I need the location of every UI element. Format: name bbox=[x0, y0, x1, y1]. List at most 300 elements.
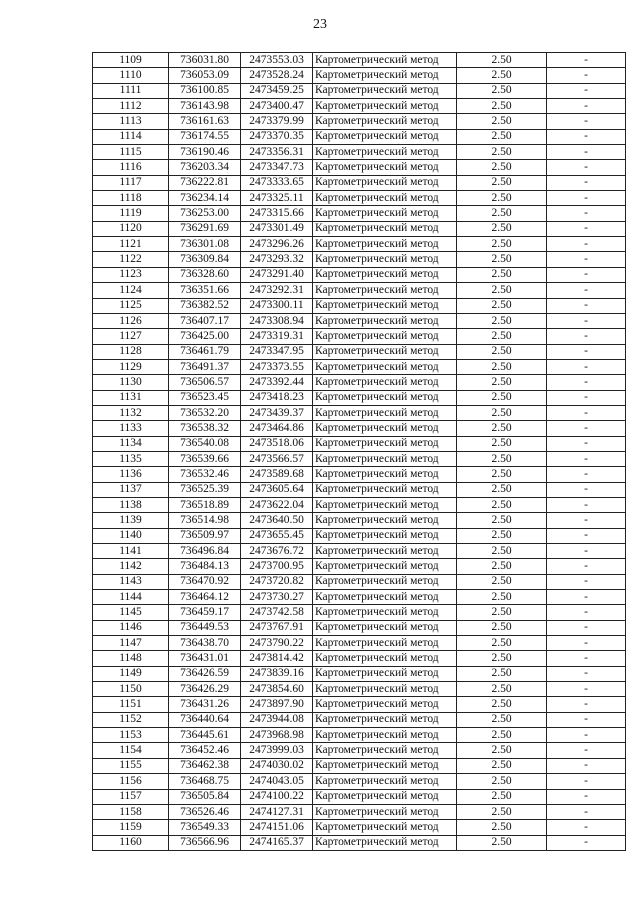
point-number-cell: 1119 bbox=[93, 206, 169, 221]
point-number-cell: 1129 bbox=[93, 359, 169, 374]
method-cell: Картометрический метод bbox=[313, 451, 457, 466]
y-coordinate-cell: 2473400.47 bbox=[241, 99, 313, 114]
description-cell: - bbox=[547, 436, 626, 451]
x-coordinate-cell: 736523.45 bbox=[169, 390, 241, 405]
x-coordinate-cell: 736222.81 bbox=[169, 175, 241, 190]
method-cell: Картометрический метод bbox=[313, 237, 457, 252]
precision-cell: 2.50 bbox=[457, 283, 547, 298]
y-coordinate-cell: 2473333.65 bbox=[241, 175, 313, 190]
table-row bbox=[93, 114, 626, 129]
y-coordinate-cell: 2473944.08 bbox=[241, 712, 313, 727]
y-coordinate-cell: 2473700.95 bbox=[241, 559, 313, 574]
table-row bbox=[93, 728, 626, 743]
x-coordinate-cell: 736234.14 bbox=[169, 191, 241, 206]
y-coordinate-cell: 2474165.37 bbox=[241, 835, 313, 850]
precision-cell: 2.50 bbox=[457, 682, 547, 697]
point-number-cell: 1135 bbox=[93, 451, 169, 466]
x-coordinate-cell: 736031.80 bbox=[169, 53, 241, 68]
method-cell: Картометрический метод bbox=[313, 421, 457, 436]
description-cell: - bbox=[547, 451, 626, 466]
description-cell: - bbox=[547, 728, 626, 743]
x-coordinate-cell: 736484.13 bbox=[169, 559, 241, 574]
precision-cell: 2.50 bbox=[457, 651, 547, 666]
y-coordinate-cell: 2473301.49 bbox=[241, 221, 313, 236]
method-cell: Картометрический метод bbox=[313, 283, 457, 298]
x-coordinate-cell: 736426.59 bbox=[169, 666, 241, 681]
table-row bbox=[93, 313, 626, 328]
table-row bbox=[93, 237, 626, 252]
precision-cell: 2.50 bbox=[457, 313, 547, 328]
point-number-cell: 1121 bbox=[93, 237, 169, 252]
y-coordinate-cell: 2473655.45 bbox=[241, 528, 313, 543]
table-row bbox=[93, 221, 626, 236]
y-coordinate-cell: 2473622.04 bbox=[241, 497, 313, 512]
y-coordinate-cell: 2473999.03 bbox=[241, 743, 313, 758]
table-row bbox=[93, 375, 626, 390]
precision-cell: 2.50 bbox=[457, 835, 547, 850]
method-cell: Картометрический метод bbox=[313, 191, 457, 206]
method-cell: Картометрический метод bbox=[313, 175, 457, 190]
table-row bbox=[93, 129, 626, 144]
description-cell: - bbox=[547, 636, 626, 651]
x-coordinate-cell: 736382.52 bbox=[169, 298, 241, 313]
x-coordinate-cell: 736190.46 bbox=[169, 145, 241, 160]
method-cell: Картометрический метод bbox=[313, 83, 457, 98]
x-coordinate-cell: 736506.57 bbox=[169, 375, 241, 390]
point-number-cell: 1158 bbox=[93, 804, 169, 819]
y-coordinate-cell: 2473319.31 bbox=[241, 329, 313, 344]
method-cell: Картометрический метод bbox=[313, 513, 457, 528]
description-cell: - bbox=[547, 651, 626, 666]
precision-cell: 2.50 bbox=[457, 129, 547, 144]
x-coordinate-cell: 736518.89 bbox=[169, 497, 241, 512]
point-number-cell: 1130 bbox=[93, 375, 169, 390]
description-cell: - bbox=[547, 405, 626, 420]
point-number-cell: 1150 bbox=[93, 682, 169, 697]
table-row bbox=[93, 590, 626, 605]
x-coordinate-cell: 736459.17 bbox=[169, 605, 241, 620]
precision-cell: 2.50 bbox=[457, 497, 547, 512]
method-cell: Картометрический метод bbox=[313, 774, 457, 789]
x-coordinate-cell: 736509.97 bbox=[169, 528, 241, 543]
y-coordinate-cell: 2473418.23 bbox=[241, 390, 313, 405]
description-cell: - bbox=[547, 283, 626, 298]
x-coordinate-cell: 736253.00 bbox=[169, 206, 241, 221]
x-coordinate-cell: 736549.33 bbox=[169, 820, 241, 835]
method-cell: Картометрический метод bbox=[313, 252, 457, 267]
table-row bbox=[93, 605, 626, 620]
description-cell: - bbox=[547, 774, 626, 789]
precision-cell: 2.50 bbox=[457, 145, 547, 160]
description-cell: - bbox=[547, 421, 626, 436]
description-cell: - bbox=[547, 313, 626, 328]
point-number-cell: 1120 bbox=[93, 221, 169, 236]
coordinates-table-body bbox=[93, 53, 626, 851]
point-number-cell: 1110 bbox=[93, 68, 169, 83]
y-coordinate-cell: 2473790.22 bbox=[241, 636, 313, 651]
y-coordinate-cell: 2473528.24 bbox=[241, 68, 313, 83]
point-number-cell: 1149 bbox=[93, 666, 169, 681]
description-cell: - bbox=[547, 513, 626, 528]
precision-cell: 2.50 bbox=[457, 544, 547, 559]
y-coordinate-cell: 2473730.27 bbox=[241, 590, 313, 605]
point-number-cell: 1114 bbox=[93, 129, 169, 144]
table-row bbox=[93, 267, 626, 282]
method-cell: Картометрический метод bbox=[313, 405, 457, 420]
table-row bbox=[93, 421, 626, 436]
description-cell: - bbox=[547, 743, 626, 758]
precision-cell: 2.50 bbox=[457, 666, 547, 681]
table-row bbox=[93, 436, 626, 451]
method-cell: Картометрический метод bbox=[313, 697, 457, 712]
point-number-cell: 1147 bbox=[93, 636, 169, 651]
table-row bbox=[93, 83, 626, 98]
method-cell: Картометрический метод bbox=[313, 835, 457, 850]
description-cell: - bbox=[547, 114, 626, 129]
description-cell: - bbox=[547, 221, 626, 236]
description-cell: - bbox=[547, 390, 626, 405]
method-cell: Картометрический метод bbox=[313, 390, 457, 405]
y-coordinate-cell: 2473767.91 bbox=[241, 620, 313, 635]
table-row bbox=[93, 559, 626, 574]
table-row bbox=[93, 835, 626, 850]
point-number-cell: 1125 bbox=[93, 298, 169, 313]
description-cell: - bbox=[547, 175, 626, 190]
table-row bbox=[93, 666, 626, 681]
x-coordinate-cell: 736407.17 bbox=[169, 313, 241, 328]
y-coordinate-cell: 2474043.05 bbox=[241, 774, 313, 789]
point-number-cell: 1127 bbox=[93, 329, 169, 344]
precision-cell: 2.50 bbox=[457, 298, 547, 313]
y-coordinate-cell: 2473605.64 bbox=[241, 482, 313, 497]
x-coordinate-cell: 736431.26 bbox=[169, 697, 241, 712]
description-cell: - bbox=[547, 237, 626, 252]
x-coordinate-cell: 736464.12 bbox=[169, 590, 241, 605]
precision-cell: 2.50 bbox=[457, 252, 547, 267]
point-number-cell: 1118 bbox=[93, 191, 169, 206]
precision-cell: 2.50 bbox=[457, 114, 547, 129]
y-coordinate-cell: 2473392.44 bbox=[241, 375, 313, 390]
point-number-cell: 1155 bbox=[93, 758, 169, 773]
y-coordinate-cell: 2473742.58 bbox=[241, 605, 313, 620]
y-coordinate-cell: 2473291.40 bbox=[241, 267, 313, 282]
table-row bbox=[93, 697, 626, 712]
precision-cell: 2.50 bbox=[457, 574, 547, 589]
precision-cell: 2.50 bbox=[457, 789, 547, 804]
x-coordinate-cell: 736053.09 bbox=[169, 68, 241, 83]
y-coordinate-cell: 2473968.98 bbox=[241, 728, 313, 743]
y-coordinate-cell: 2473439.37 bbox=[241, 405, 313, 420]
method-cell: Картометрический метод bbox=[313, 789, 457, 804]
description-cell: - bbox=[547, 697, 626, 712]
point-number-cell: 1126 bbox=[93, 313, 169, 328]
y-coordinate-cell: 2473814.42 bbox=[241, 651, 313, 666]
method-cell: Картометрический метод bbox=[313, 559, 457, 574]
x-coordinate-cell: 736540.08 bbox=[169, 436, 241, 451]
y-coordinate-cell: 2474100.22 bbox=[241, 789, 313, 804]
point-number-cell: 1148 bbox=[93, 651, 169, 666]
point-number-cell: 1159 bbox=[93, 820, 169, 835]
x-coordinate-cell: 736496.84 bbox=[169, 544, 241, 559]
precision-cell: 2.50 bbox=[457, 620, 547, 635]
table-row bbox=[93, 712, 626, 727]
y-coordinate-cell: 2473296.26 bbox=[241, 237, 313, 252]
x-coordinate-cell: 736309.84 bbox=[169, 252, 241, 267]
method-cell: Картометрический метод bbox=[313, 344, 457, 359]
point-number-cell: 1111 bbox=[93, 83, 169, 98]
x-coordinate-cell: 736462.38 bbox=[169, 758, 241, 773]
description-cell: - bbox=[547, 83, 626, 98]
method-cell: Картометрический метод bbox=[313, 758, 457, 773]
method-cell: Картометрический метод bbox=[313, 467, 457, 482]
point-number-cell: 1152 bbox=[93, 712, 169, 727]
y-coordinate-cell: 2473897.90 bbox=[241, 697, 313, 712]
description-cell: - bbox=[547, 712, 626, 727]
x-coordinate-cell: 736440.64 bbox=[169, 712, 241, 727]
method-cell: Картометрический метод bbox=[313, 728, 457, 743]
precision-cell: 2.50 bbox=[457, 467, 547, 482]
description-cell: - bbox=[547, 160, 626, 175]
table-row bbox=[93, 682, 626, 697]
y-coordinate-cell: 2473308.94 bbox=[241, 313, 313, 328]
precision-cell: 2.50 bbox=[457, 743, 547, 758]
method-cell: Картометрический метод bbox=[313, 221, 457, 236]
y-coordinate-cell: 2473292.31 bbox=[241, 283, 313, 298]
precision-cell: 2.50 bbox=[457, 436, 547, 451]
point-number-cell: 1137 bbox=[93, 482, 169, 497]
table-row bbox=[93, 789, 626, 804]
x-coordinate-cell: 736532.46 bbox=[169, 467, 241, 482]
y-coordinate-cell: 2473589.68 bbox=[241, 467, 313, 482]
point-number-cell: 1134 bbox=[93, 436, 169, 451]
table-row bbox=[93, 651, 626, 666]
description-cell: - bbox=[547, 267, 626, 282]
precision-cell: 2.50 bbox=[457, 590, 547, 605]
y-coordinate-cell: 2473347.95 bbox=[241, 344, 313, 359]
description-cell: - bbox=[547, 99, 626, 114]
table-row bbox=[93, 329, 626, 344]
table-row bbox=[93, 513, 626, 528]
table-row bbox=[93, 359, 626, 374]
table-row bbox=[93, 99, 626, 114]
table-row bbox=[93, 53, 626, 68]
x-coordinate-cell: 736468.75 bbox=[169, 774, 241, 789]
x-coordinate-cell: 736566.96 bbox=[169, 835, 241, 850]
x-coordinate-cell: 736449.53 bbox=[169, 620, 241, 635]
method-cell: Картометрический метод bbox=[313, 590, 457, 605]
description-cell: - bbox=[547, 559, 626, 574]
description-cell: - bbox=[547, 590, 626, 605]
precision-cell: 2.50 bbox=[457, 175, 547, 190]
method-cell: Картометрический метод bbox=[313, 375, 457, 390]
point-number-cell: 1141 bbox=[93, 544, 169, 559]
point-number-cell: 1128 bbox=[93, 344, 169, 359]
x-coordinate-cell: 736328.60 bbox=[169, 267, 241, 282]
description-cell: - bbox=[547, 482, 626, 497]
point-number-cell: 1140 bbox=[93, 528, 169, 543]
method-cell: Картометрический метод bbox=[313, 53, 457, 68]
table-row bbox=[93, 344, 626, 359]
table-row bbox=[93, 451, 626, 466]
point-number-cell: 1123 bbox=[93, 267, 169, 282]
method-cell: Картометрический метод bbox=[313, 636, 457, 651]
precision-cell: 2.50 bbox=[457, 605, 547, 620]
table-row bbox=[93, 175, 626, 190]
precision-cell: 2.50 bbox=[457, 206, 547, 221]
method-cell: Картометрический метод bbox=[313, 145, 457, 160]
point-number-cell: 1131 bbox=[93, 390, 169, 405]
table-row bbox=[93, 467, 626, 482]
precision-cell: 2.50 bbox=[457, 559, 547, 574]
y-coordinate-cell: 2473293.32 bbox=[241, 252, 313, 267]
point-number-cell: 1139 bbox=[93, 513, 169, 528]
description-cell: - bbox=[547, 682, 626, 697]
y-coordinate-cell: 2473676.72 bbox=[241, 544, 313, 559]
point-number-cell: 1154 bbox=[93, 743, 169, 758]
point-number-cell: 1112 bbox=[93, 99, 169, 114]
point-number-cell: 1138 bbox=[93, 497, 169, 512]
y-coordinate-cell: 2473370.35 bbox=[241, 129, 313, 144]
table-row bbox=[93, 482, 626, 497]
precision-cell: 2.50 bbox=[457, 191, 547, 206]
y-coordinate-cell: 2473347.73 bbox=[241, 160, 313, 175]
point-number-cell: 1113 bbox=[93, 114, 169, 129]
precision-cell: 2.50 bbox=[457, 451, 547, 466]
method-cell: Картометрический метод bbox=[313, 129, 457, 144]
y-coordinate-cell: 2474151.06 bbox=[241, 820, 313, 835]
description-cell: - bbox=[547, 298, 626, 313]
point-number-cell: 1124 bbox=[93, 283, 169, 298]
point-number-cell: 1109 bbox=[93, 53, 169, 68]
table-row bbox=[93, 636, 626, 651]
point-number-cell: 1133 bbox=[93, 421, 169, 436]
x-coordinate-cell: 736426.29 bbox=[169, 682, 241, 697]
y-coordinate-cell: 2473464.86 bbox=[241, 421, 313, 436]
description-cell: - bbox=[547, 68, 626, 83]
method-cell: Картометрический метод bbox=[313, 544, 457, 559]
method-cell: Картометрический метод bbox=[313, 651, 457, 666]
x-coordinate-cell: 736291.69 bbox=[169, 221, 241, 236]
method-cell: Картометрический метод bbox=[313, 804, 457, 819]
table-row bbox=[93, 283, 626, 298]
description-cell: - bbox=[547, 666, 626, 681]
point-number-cell: 1142 bbox=[93, 559, 169, 574]
x-coordinate-cell: 736452.46 bbox=[169, 743, 241, 758]
precision-cell: 2.50 bbox=[457, 99, 547, 114]
x-coordinate-cell: 736174.55 bbox=[169, 129, 241, 144]
x-coordinate-cell: 736161.63 bbox=[169, 114, 241, 129]
y-coordinate-cell: 2473356.31 bbox=[241, 145, 313, 160]
point-number-cell: 1146 bbox=[93, 620, 169, 635]
description-cell: - bbox=[547, 329, 626, 344]
precision-cell: 2.50 bbox=[457, 390, 547, 405]
method-cell: Картометрический метод bbox=[313, 114, 457, 129]
precision-cell: 2.50 bbox=[457, 359, 547, 374]
description-cell: - bbox=[547, 359, 626, 374]
x-coordinate-cell: 736301.08 bbox=[169, 237, 241, 252]
method-cell: Картометрический метод bbox=[313, 160, 457, 175]
table-row bbox=[93, 206, 626, 221]
precision-cell: 2.50 bbox=[457, 221, 547, 236]
precision-cell: 2.50 bbox=[457, 375, 547, 390]
method-cell: Картометрический метод bbox=[313, 436, 457, 451]
y-coordinate-cell: 2473459.25 bbox=[241, 83, 313, 98]
table-row bbox=[93, 758, 626, 773]
method-cell: Картометрический метод bbox=[313, 497, 457, 512]
description-cell: - bbox=[547, 758, 626, 773]
method-cell: Картометрический метод bbox=[313, 267, 457, 282]
method-cell: Картометрический метод bbox=[313, 68, 457, 83]
description-cell: - bbox=[547, 467, 626, 482]
precision-cell: 2.50 bbox=[457, 329, 547, 344]
table-row bbox=[93, 252, 626, 267]
y-coordinate-cell: 2473300.11 bbox=[241, 298, 313, 313]
x-coordinate-cell: 736461.79 bbox=[169, 344, 241, 359]
description-cell: - bbox=[547, 129, 626, 144]
y-coordinate-cell: 2473373.55 bbox=[241, 359, 313, 374]
precision-cell: 2.50 bbox=[457, 421, 547, 436]
point-number-cell: 1132 bbox=[93, 405, 169, 420]
point-number-cell: 1157 bbox=[93, 789, 169, 804]
description-cell: - bbox=[547, 375, 626, 390]
description-cell: - bbox=[547, 544, 626, 559]
method-cell: Картометрический метод bbox=[313, 574, 457, 589]
precision-cell: 2.50 bbox=[457, 636, 547, 651]
point-number-cell: 1160 bbox=[93, 835, 169, 850]
precision-cell: 2.50 bbox=[457, 758, 547, 773]
point-number-cell: 1144 bbox=[93, 590, 169, 605]
y-coordinate-cell: 2473518.06 bbox=[241, 436, 313, 451]
point-number-cell: 1136 bbox=[93, 467, 169, 482]
y-coordinate-cell: 2473720.82 bbox=[241, 574, 313, 589]
precision-cell: 2.50 bbox=[457, 697, 547, 712]
x-coordinate-cell: 736438.70 bbox=[169, 636, 241, 651]
description-cell: - bbox=[547, 344, 626, 359]
point-number-cell: 1122 bbox=[93, 252, 169, 267]
method-cell: Картометрический метод bbox=[313, 620, 457, 635]
coordinates-table bbox=[92, 52, 626, 851]
x-coordinate-cell: 736514.98 bbox=[169, 513, 241, 528]
precision-cell: 2.50 bbox=[457, 774, 547, 789]
method-cell: Картометрический метод bbox=[313, 298, 457, 313]
x-coordinate-cell: 736491.37 bbox=[169, 359, 241, 374]
precision-cell: 2.50 bbox=[457, 237, 547, 252]
point-number-cell: 1143 bbox=[93, 574, 169, 589]
method-cell: Картометрический метод bbox=[313, 712, 457, 727]
page-number: 23 bbox=[313, 17, 327, 32]
precision-cell: 2.50 bbox=[457, 53, 547, 68]
x-coordinate-cell: 736526.46 bbox=[169, 804, 241, 819]
y-coordinate-cell: 2473325.11 bbox=[241, 191, 313, 206]
method-cell: Картометрический метод bbox=[313, 313, 457, 328]
x-coordinate-cell: 736532.20 bbox=[169, 405, 241, 420]
point-number-cell: 1115 bbox=[93, 145, 169, 160]
description-cell: - bbox=[547, 145, 626, 160]
x-coordinate-cell: 736470.92 bbox=[169, 574, 241, 589]
y-coordinate-cell: 2473553.03 bbox=[241, 53, 313, 68]
table-row bbox=[93, 743, 626, 758]
method-cell: Картометрический метод bbox=[313, 666, 457, 681]
table-row bbox=[93, 620, 626, 635]
precision-cell: 2.50 bbox=[457, 712, 547, 727]
table-row bbox=[93, 160, 626, 175]
precision-cell: 2.50 bbox=[457, 344, 547, 359]
y-coordinate-cell: 2474127.31 bbox=[241, 804, 313, 819]
x-coordinate-cell: 736505.84 bbox=[169, 789, 241, 804]
method-cell: Картометрический метод bbox=[313, 605, 457, 620]
description-cell: - bbox=[547, 206, 626, 221]
precision-cell: 2.50 bbox=[457, 804, 547, 819]
